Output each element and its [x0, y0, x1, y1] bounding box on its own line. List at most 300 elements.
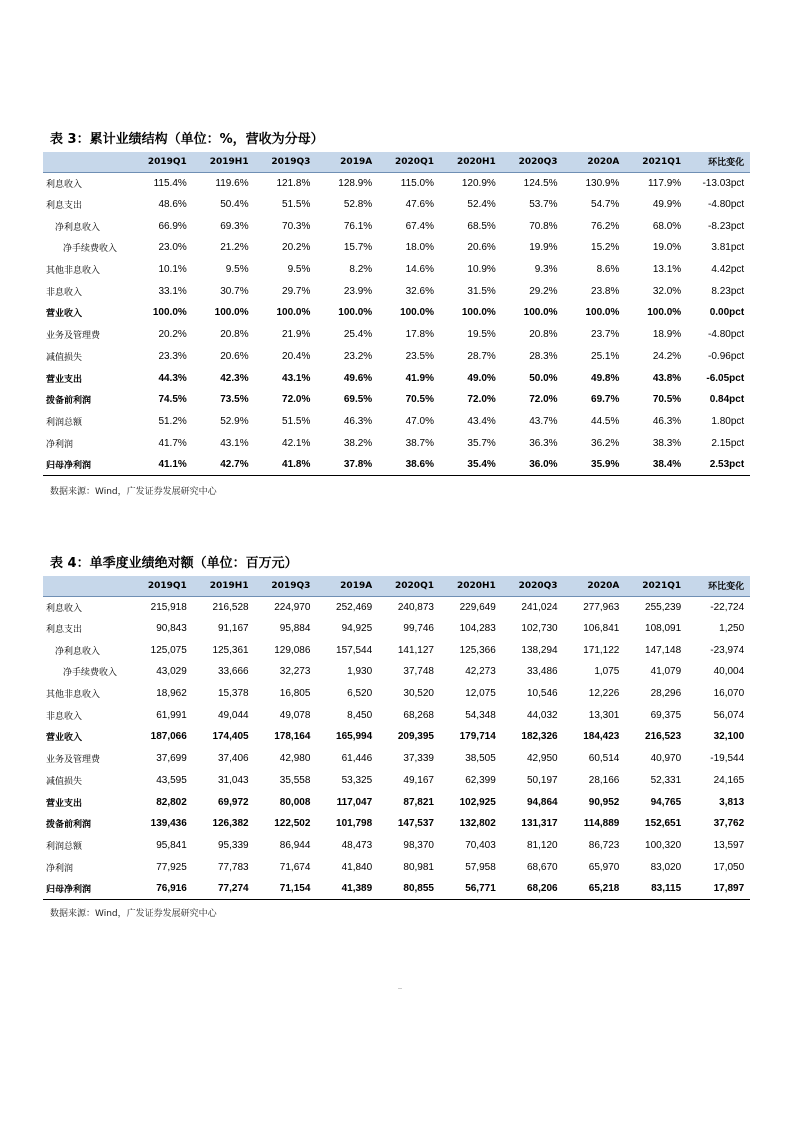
table-cell: 37,339 [403, 753, 434, 765]
table-cell: 3.81pct [711, 242, 745, 254]
table4-col-header: 2021Q1 [625, 576, 687, 596]
row-label: 利息收入 [46, 179, 83, 190]
table-cell: 117,047 [336, 796, 373, 808]
table4-col-header: 2019Q3 [255, 576, 317, 596]
row-label: 归母净利润 [43, 454, 131, 476]
row-label: 业务及管理费 [46, 331, 101, 342]
table-cell: 6,520 [347, 688, 373, 700]
table-cell: 132,802 [459, 818, 496, 830]
table-cell: 216,528 [212, 601, 249, 613]
table-cell: 77,274 [193, 878, 255, 900]
table-cell: 95,339 [218, 839, 249, 851]
table-cell: 8.6% [596, 264, 620, 276]
table-row [43, 856, 750, 878]
row-label: 营业收入 [46, 733, 83, 744]
row-label: 营业支出 [46, 798, 83, 809]
table-cell: 62,399 [465, 774, 496, 786]
table-cell: 147,537 [397, 818, 434, 830]
table4-body [43, 596, 750, 900]
table-cell: 52.4% [467, 199, 496, 211]
table-cell: 77,925 [156, 861, 187, 873]
table-cell: 19.9% [529, 242, 558, 254]
table3-col-header: 2020H1 [440, 152, 502, 172]
table-cell: 51.5% [282, 415, 311, 427]
table3 [43, 152, 750, 476]
table-cell: 122,502 [274, 818, 311, 830]
table4-col-header: 2019A [316, 576, 378, 596]
table-cell: 124.5% [523, 177, 558, 189]
table4-header [43, 576, 750, 596]
table-cell: 30,520 [403, 688, 434, 700]
table-cell: 10.1% [158, 264, 187, 276]
table-cell: 49.6% [343, 372, 373, 384]
table-cell: 36.0% [502, 454, 564, 476]
table4-source: 数据来源：Wind，广发证券发展研究中心 [50, 909, 217, 919]
table-cell: 12,226 [588, 688, 620, 700]
table-cell: 94,765 [650, 796, 682, 808]
table-cell: 30.7% [220, 285, 249, 297]
table-cell: 24.2% [652, 350, 682, 362]
table-cell: 129,086 [274, 644, 311, 656]
table-cell: 98,370 [403, 839, 434, 851]
table-cell: 171,122 [583, 644, 620, 656]
table-cell: 3,813 [719, 796, 745, 808]
table-cell: 13,597 [713, 839, 745, 851]
table-row [43, 411, 750, 433]
row-label: 其他非息收入 [46, 266, 101, 277]
table-row [43, 639, 750, 661]
table-cell: 117.9% [647, 177, 682, 189]
table3-col-header: 2020Q1 [378, 152, 440, 172]
table3-body [43, 172, 750, 476]
table-cell: 76,916 [131, 878, 193, 900]
table-cell: 13.1% [652, 264, 682, 276]
table-cell: -23,974 [710, 644, 745, 656]
table-cell: 99,746 [403, 623, 434, 635]
table-cell: 47.0% [405, 415, 434, 427]
table-cell: 42.3% [220, 372, 249, 384]
table-cell: 215,918 [150, 601, 187, 613]
table-cell: 106,841 [583, 623, 620, 635]
table-cell: 130.9% [585, 177, 620, 189]
table-cell: 52,331 [650, 774, 682, 786]
table-cell: 68.0% [652, 220, 682, 232]
table-cell: 42,273 [465, 666, 496, 678]
table-cell: 100.0% [214, 307, 249, 319]
table-cell: 128.9% [338, 177, 373, 189]
table-cell: 255,239 [645, 601, 682, 613]
table-row [43, 259, 750, 281]
table-cell: 72.0% [529, 394, 558, 406]
table-cell: 126,382 [212, 818, 249, 830]
table-cell: 125,361 [212, 644, 249, 656]
table-row [43, 770, 750, 792]
table-cell: 8,450 [347, 709, 373, 721]
table-row [43, 813, 750, 835]
table-cell: 48.6% [158, 199, 187, 211]
table-cell: 1,250 [719, 623, 745, 635]
table-cell: 35.9% [564, 454, 626, 476]
table-cell: 38.2% [343, 437, 373, 449]
table-row [43, 302, 750, 324]
table-cell: 131,317 [521, 818, 558, 830]
table-cell: 70.8% [529, 220, 558, 232]
table-cell: 178,164 [274, 731, 311, 743]
table-cell: 28,166 [588, 774, 620, 786]
table-cell: 23.2% [343, 350, 373, 362]
table-cell: 61,991 [156, 709, 187, 721]
table-cell: 19.0% [652, 242, 682, 254]
table-cell: 21.9% [282, 329, 311, 341]
table-cell: 68,670 [526, 861, 558, 873]
table-cell: 20.6% [220, 350, 249, 362]
table-cell: 20.6% [467, 242, 496, 254]
row-label: 非息收入 [46, 287, 83, 298]
table-cell: 49,167 [403, 774, 434, 786]
table-cell: 43.4% [467, 415, 496, 427]
page-mark [398, 988, 402, 989]
table-cell: 36.2% [591, 437, 620, 449]
table4-col-header: 2019Q1 [131, 576, 193, 596]
table-cell: 52.9% [220, 415, 249, 427]
table-cell: 157,544 [336, 644, 373, 656]
table-cell: 65,970 [588, 861, 620, 873]
table-cell: 32,100 [713, 731, 745, 743]
table-cell: 51.5% [282, 199, 311, 211]
table-row [43, 346, 750, 368]
table3-col-header: 2020Q3 [502, 152, 564, 172]
table-cell: 36.3% [529, 437, 558, 449]
table-cell: 41.9% [405, 372, 434, 384]
table-cell: 15,378 [218, 688, 249, 700]
table-cell: -4.80pct [708, 199, 745, 211]
table-cell: 108,091 [645, 623, 682, 635]
row-label: 业务及管理费 [46, 755, 101, 766]
table-cell: 49.0% [467, 372, 496, 384]
table-cell: 100.0% [152, 307, 187, 319]
row-label: 营业收入 [46, 309, 83, 320]
table-cell: 100.0% [585, 307, 620, 319]
table-cell: 71,154 [255, 878, 317, 900]
table-cell: 38.4% [625, 454, 687, 476]
table-cell: 15.7% [343, 242, 373, 254]
table-cell: 95,884 [279, 623, 311, 635]
table-row [43, 215, 750, 237]
table-row [43, 791, 750, 813]
table-cell: 38.7% [405, 437, 434, 449]
table-cell: 37,406 [218, 753, 249, 765]
table-row [43, 596, 750, 618]
table-cell: 32.6% [405, 285, 434, 297]
table-cell: 72.0% [467, 394, 496, 406]
table-cell: 83,115 [625, 878, 687, 900]
table-cell: 147,148 [645, 644, 682, 656]
table-cell: 216,523 [645, 731, 682, 743]
table-cell: 61,446 [341, 753, 373, 765]
table-cell: 94,864 [526, 796, 558, 808]
table-cell: 28,296 [650, 688, 682, 700]
table-cell: 56,074 [713, 709, 745, 721]
table-cell: 120.9% [461, 177, 496, 189]
table-cell: 35.7% [467, 437, 496, 449]
row-label: 净利息收入 [55, 646, 101, 657]
row-label: 归母净利润 [43, 878, 131, 900]
table-cell: 41.1% [131, 454, 193, 476]
table-cell: 224,970 [274, 601, 311, 613]
table-row [43, 194, 750, 216]
table-cell: 31.5% [467, 285, 496, 297]
row-label: 利息收入 [46, 603, 83, 614]
row-label: 拨备前利润 [46, 820, 92, 831]
table-cell: 31,043 [218, 774, 249, 786]
table-row [43, 432, 750, 454]
table-cell: 33.1% [158, 285, 187, 297]
table-cell: 16,070 [713, 688, 745, 700]
table-cell: 47.6% [405, 199, 434, 211]
table-cell: 1,930 [347, 666, 373, 678]
table-cell: 138,294 [521, 644, 558, 656]
table-cell: 20.2% [158, 329, 187, 341]
table-cell: 54,348 [465, 709, 496, 721]
table-cell: 16,805 [279, 688, 311, 700]
table-cell: 81,120 [526, 839, 558, 851]
table-cell: 43.7% [529, 415, 558, 427]
table3-grid [43, 152, 750, 476]
table-cell: 100.0% [400, 307, 434, 319]
row-label: 净利润 [46, 863, 74, 874]
table-row [43, 324, 750, 346]
table-cell: 17,050 [713, 861, 745, 873]
row-label: 非息收入 [46, 711, 83, 722]
table3-col-header: 2019Q1 [131, 152, 193, 172]
table-cell: 41,840 [341, 861, 373, 873]
table-cell: 43.1% [282, 372, 311, 384]
table-cell: 48,473 [341, 839, 373, 851]
row-label: 利润总额 [46, 841, 83, 852]
table-cell: 23.7% [591, 329, 620, 341]
table-cell: 33,666 [218, 666, 249, 678]
table-cell: 20.4% [282, 350, 311, 362]
table-cell: 42,980 [279, 753, 311, 765]
table-cell: 70.3% [282, 220, 311, 232]
table-cell: 35.4% [440, 454, 502, 476]
table-cell: 9.5% [225, 264, 249, 276]
table4 [43, 576, 750, 900]
table-cell: 42.1% [282, 437, 311, 449]
table-row [43, 237, 750, 259]
table-cell: 69,375 [650, 709, 682, 721]
row-label: 净手续费收入 [63, 668, 118, 679]
table-cell: 100.0% [338, 307, 373, 319]
table-cell: 76.2% [591, 220, 620, 232]
table-cell: 83,020 [650, 861, 682, 873]
table-cell: 42.7% [193, 454, 255, 476]
table-cell: 29.2% [529, 285, 558, 297]
table-cell: 87,821 [403, 796, 434, 808]
table-cell: 69.7% [591, 394, 620, 406]
table-cell: 40,004 [713, 666, 745, 678]
table-cell: 102,730 [521, 623, 558, 635]
table-cell: 50,197 [526, 774, 558, 786]
table-cell: 229,649 [459, 601, 496, 613]
table-cell: 115.0% [400, 177, 434, 189]
table-cell: 18.9% [652, 329, 682, 341]
table-cell: 100.0% [647, 307, 682, 319]
table-cell: 10.9% [467, 264, 496, 276]
table-cell: 69,972 [218, 796, 249, 808]
table-cell: 70.5% [652, 394, 682, 406]
table-cell: 77,783 [218, 861, 249, 873]
table-cell: 43,595 [156, 774, 187, 786]
table-cell: 82,802 [156, 796, 187, 808]
table-row [43, 878, 750, 900]
row-label: 其他非息收入 [46, 690, 101, 701]
table-cell: 139,436 [150, 818, 187, 830]
table-cell: 152,651 [645, 818, 682, 830]
table-cell: 95,841 [156, 839, 187, 851]
table-cell: -6.05pct [706, 372, 745, 384]
table-cell: 68,268 [403, 709, 434, 721]
table-cell: 0.00pct [709, 307, 745, 319]
table-cell: 80,008 [279, 796, 311, 808]
table-row [43, 748, 750, 770]
table-cell: 50.4% [220, 199, 249, 211]
table-cell: -8.23pct [708, 220, 745, 232]
table-cell: 80,855 [378, 878, 440, 900]
table-cell: 28.7% [467, 350, 496, 362]
row-label: 利息支出 [46, 201, 83, 212]
table-row [43, 661, 750, 683]
table-cell: 43,029 [156, 666, 187, 678]
table-cell: 37,762 [713, 818, 745, 830]
row-label: 净利息收入 [55, 222, 101, 233]
table-cell: 57,958 [465, 861, 496, 873]
table-cell: 100.0% [461, 307, 496, 319]
table3-source: 数据来源：Wind，广发证券发展研究中心 [50, 487, 217, 497]
table3-col-header: 环比变化 [687, 152, 750, 172]
table-cell: 51.2% [158, 415, 187, 427]
table-cell: 184,423 [583, 731, 620, 743]
table3-col-header: 2019Q3 [255, 152, 317, 172]
table-cell: 125,075 [150, 644, 187, 656]
table-cell: 40,970 [650, 753, 682, 765]
row-label: 净手续费收入 [63, 244, 118, 255]
table-cell: 50.0% [529, 372, 558, 384]
table-cell: 49,078 [279, 709, 311, 721]
table4-title: 表 4：单季度业绩绝对额（单位：百万元） [50, 556, 298, 571]
table-cell: 209,395 [397, 731, 434, 743]
table-cell: 41.8% [255, 454, 317, 476]
table-cell: 9.3% [534, 264, 558, 276]
table-cell: 29.7% [282, 285, 311, 297]
table-cell: 23.3% [158, 350, 187, 362]
table-cell: 114,889 [583, 818, 620, 830]
row-label: 利息支出 [46, 625, 83, 636]
table-cell: 141,127 [397, 644, 434, 656]
table-cell: 90,843 [156, 623, 187, 635]
table-cell: 49,044 [218, 709, 249, 721]
table-cell: 12,075 [465, 688, 496, 700]
table-cell: 41.7% [158, 437, 187, 449]
table-cell: 44,032 [526, 709, 558, 721]
table-cell: 17,897 [687, 878, 750, 900]
table-cell: 38.6% [378, 454, 440, 476]
table-cell: 43.8% [652, 372, 682, 384]
table-cell: 46.3% [343, 415, 373, 427]
table-cell: 53.7% [529, 199, 558, 211]
table4-col-header: 2019H1 [193, 576, 255, 596]
table-cell: 15.2% [591, 242, 620, 254]
table-cell: 101,798 [336, 818, 373, 830]
table-cell: 18,962 [156, 688, 187, 700]
table-cell: 179,714 [459, 731, 496, 743]
table-row [43, 726, 750, 748]
table-cell: 49.9% [652, 199, 682, 211]
table-cell: 32,273 [279, 666, 311, 678]
table3-title: 表 3：累计业绩结构（单位：%，营收为分母） [50, 132, 324, 147]
table-cell: 115.4% [153, 177, 187, 189]
table-cell: 67.4% [405, 220, 434, 232]
row-label: 净利润 [46, 439, 74, 450]
table-cell: 86,723 [588, 839, 620, 851]
table4-grid [43, 576, 750, 900]
table-cell: 66.9% [158, 220, 187, 232]
table-cell: 53,325 [341, 774, 373, 786]
table-cell: -4.80pct [708, 329, 745, 341]
table-row [43, 389, 750, 411]
table-cell: -0.96pct [708, 350, 745, 362]
table-cell: 165,994 [336, 731, 373, 743]
table-row [43, 683, 750, 705]
table-cell: 20.8% [529, 329, 558, 341]
table-cell: 42,950 [526, 753, 558, 765]
table-cell: 13,301 [588, 709, 620, 721]
table-cell: 20.8% [220, 329, 249, 341]
table3-col-header: 2021Q1 [625, 152, 687, 172]
table3-col-header: 2020A [564, 152, 626, 172]
table-cell: 100.0% [276, 307, 311, 319]
table-cell: 28.3% [529, 350, 558, 362]
table-cell: 17.8% [405, 329, 434, 341]
table-cell: 38.3% [652, 437, 682, 449]
table-cell: 182,326 [521, 731, 558, 743]
table-cell: 14.6% [405, 264, 434, 276]
table-cell: 65,218 [564, 878, 626, 900]
table-cell: 104,283 [459, 623, 496, 635]
table-row [43, 172, 750, 194]
table-cell: 44.5% [591, 415, 620, 427]
table-cell: 35,558 [279, 774, 311, 786]
table-cell: 76.1% [343, 220, 373, 232]
table-cell: 121.8% [276, 177, 311, 189]
table-cell: 8.2% [349, 264, 373, 276]
table-cell: 241,024 [521, 601, 558, 613]
table-cell: 70,403 [465, 839, 496, 851]
table4-col-header: 2020H1 [440, 576, 502, 596]
table4-col-header: 2020Q3 [502, 576, 564, 596]
table3-col-header [43, 152, 131, 172]
table-cell: 69.3% [220, 220, 249, 232]
table-cell: 23.9% [343, 285, 373, 297]
table-cell: 91,167 [218, 623, 249, 635]
table-cell: -13.03pct [702, 177, 745, 189]
table-cell: 9.5% [287, 264, 311, 276]
table-cell: 37,699 [156, 753, 187, 765]
table4-col-header: 环比变化 [687, 576, 750, 596]
table-cell: 252,469 [336, 601, 373, 613]
table-row [43, 704, 750, 726]
table-row [43, 280, 750, 302]
